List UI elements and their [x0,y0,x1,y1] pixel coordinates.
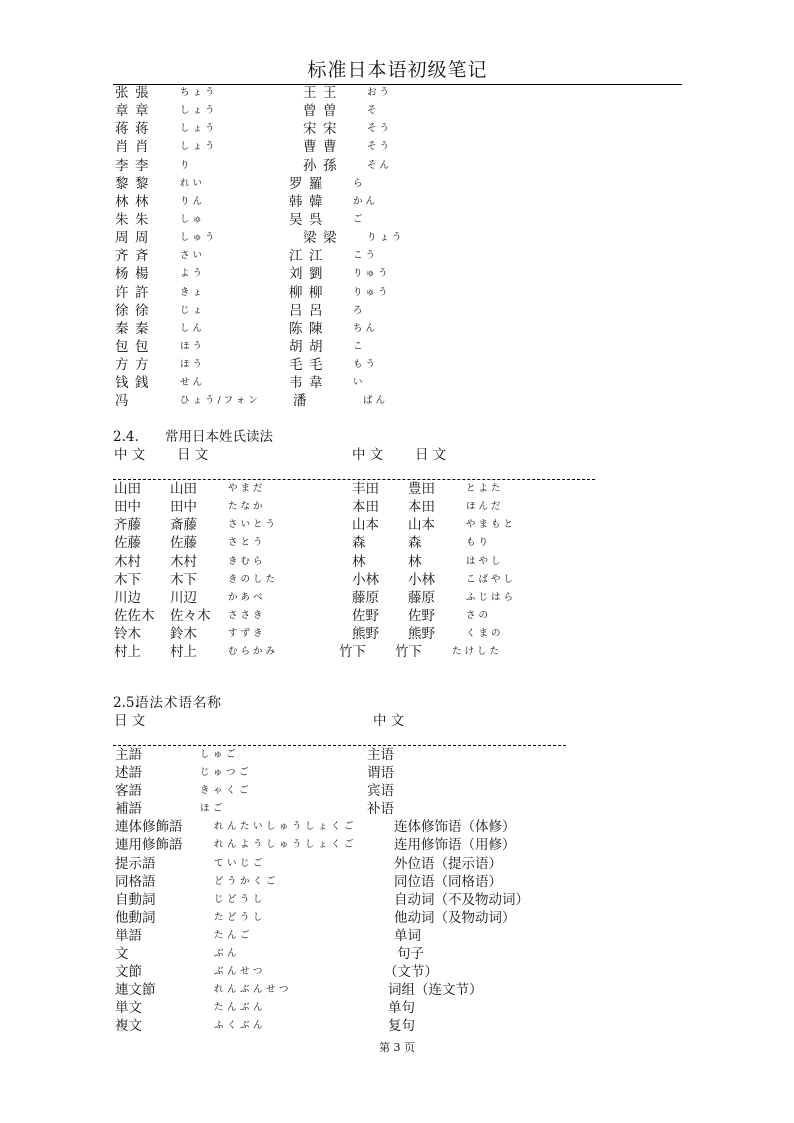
column-header-chinese: 中 文 [373,713,405,729]
right-surname-reading: りょう [367,232,405,244]
term-reading: しゅご [200,749,240,760]
term-chinese: 词组（连文节） [388,982,483,999]
left-cn-name: 山田 [114,481,141,497]
right-surname-reading: りゅう [353,286,391,298]
term-chinese: 同位语（同格语） [394,873,502,890]
left-cn-surname: 冯 [115,393,129,410]
right-name-reading: とよた [466,483,504,494]
right-cn-surname: 吴 [289,211,303,228]
table-row [0,589,794,607]
right-jp-surname: 曹 [323,139,337,156]
right-cn-name: 林 [352,553,366,570]
left-cn-name: 村上 [114,644,141,661]
table-row [0,1017,794,1035]
term-reading: ふくぶん [214,1020,267,1032]
table-row [0,800,794,818]
left-cn-surname: 肖 [115,139,129,156]
term-japanese: 連用修飾語 [115,837,183,854]
right-cn-surname: 王 [303,85,317,101]
right-name-reading: さの [466,609,492,621]
term-japanese: 文 [115,946,129,963]
right-jp-surname: 韓 [309,193,323,210]
left-name-reading: かあべ [228,591,266,603]
left-jp-surname: 方 [135,357,149,374]
right-surname-reading: そう [367,141,393,153]
term-japanese: 文節 [115,964,142,981]
term-chinese: 复句 [388,1018,415,1035]
term-reading: じどうし [214,893,267,905]
left-name-reading: きのした [228,573,279,585]
left-cn-surname: 朱 [115,211,129,228]
right-name-reading: やまもと [466,519,517,531]
left-cn-name: 铃木 [114,626,141,643]
right-cn-surname: 柳 [289,284,303,301]
right-cn-name: 山本 [352,517,379,534]
left-cn-surname: 张 [115,85,129,101]
table-row [0,571,794,589]
table-row [0,927,794,945]
surname-row [0,102,794,120]
right-jp-name: 竹下 [395,644,422,661]
right-cn-surname: 孙 [303,157,317,174]
left-name-reading: さいとう [228,519,279,531]
term-japanese: 連体修飾語 [115,819,183,836]
left-jp-name: 鈴木 [170,626,197,643]
right-cn-name: 丰田 [352,481,379,497]
right-surname-reading: かん [353,195,379,207]
left-cn-surname: 包 [115,338,129,355]
term-chinese: 自动词（不及物动词） [394,891,529,908]
table-row [0,607,794,625]
table-row [0,746,794,764]
surname-row [0,229,794,247]
surname-row [0,302,794,320]
left-cn-name: 川边 [114,589,141,606]
table-row [0,891,794,909]
table-row [0,516,794,534]
right-cn-name: 小林 [352,571,379,588]
table-row [0,643,794,661]
right-surname-reading: もう [353,359,379,371]
left-jp-surname: 楊 [135,266,149,283]
left-surname-reading: しん [180,322,206,334]
column-header-chinese: 中 文 [352,447,384,463]
right-cn-name: 佐野 [352,607,379,624]
right-cn-surname: 韩 [289,193,303,210]
right-jp-name: 豊田 [408,481,435,497]
left-surname-reading: しょう [180,141,218,153]
term-reading: ぶんせつ [214,966,267,978]
left-jp-name: 山田 [170,481,197,497]
left-jp-surname: 斉 [135,248,149,265]
term-japanese: 自動詞 [115,891,156,908]
surname-row [0,120,794,138]
section-number: 2.5. [113,695,139,711]
right-surname-reading: ら [353,177,366,189]
left-surname-reading: り [180,159,193,171]
term-chinese: （文节） [384,964,438,981]
section-title: 常用日本姓氏读法 [165,429,273,445]
right-cn-name: 藤原 [352,589,379,606]
term-reading: ていじご [214,857,267,869]
left-cn-surname: 章 [115,103,129,120]
left-jp-surname: 周 [135,230,149,247]
left-jp-surname: 張 [135,85,149,101]
table-row [0,836,794,854]
left-surname-reading: きょ [180,286,206,298]
column-header-japanese: 日 文 [114,713,146,729]
left-cn-surname: 许 [115,284,129,301]
surname-row [0,193,794,211]
family-name-table [0,480,794,661]
right-jp-surname: 宋 [323,121,337,138]
left-surname-reading: せん [180,377,206,389]
surname-row [0,247,794,265]
left-cn-surname: 林 [115,193,129,210]
left-cn-surname: 周 [115,230,129,247]
left-surname-reading: さい [180,250,206,262]
right-cn-name: 竹下 [339,644,366,661]
table-row [0,498,794,516]
left-cn-name: 田中 [114,499,141,516]
left-jp-name: 木村 [170,553,197,570]
right-jp-name: 森 [408,535,422,552]
surname-row [0,211,794,229]
term-chinese: 宾语 [367,783,394,800]
right-surname-reading: りゅう [353,268,391,280]
term-japanese: 複文 [115,1018,142,1035]
left-cn-surname: 秦 [115,320,129,337]
surname-row [0,138,794,156]
left-jp-surname: 黎 [135,175,149,192]
right-name-reading: こばやし [466,573,517,585]
left-surname-reading: しょう [180,123,218,135]
right-surname-reading: ちん [353,322,379,334]
right-surname-reading: そん [367,159,393,171]
term-japanese: 同格語 [115,873,156,890]
right-name-reading: くまの [466,628,504,640]
left-name-reading: すずき [228,628,266,640]
column-header-japanese: 日 文 [415,447,447,463]
table-row [0,553,794,571]
surname-row [0,175,794,193]
table-row [0,999,794,1017]
left-cn-surname: 钱 [115,375,129,392]
term-reading: たどうし [214,911,267,923]
right-jp-surname: 羅 [309,175,323,192]
left-cn-name: 佐佐木 [114,607,155,624]
right-jp-surname: 孫 [323,157,337,174]
left-cn-surname: 齐 [115,248,129,265]
right-jp-surname: 曽 [323,103,337,120]
right-cn-surname: 宋 [303,121,317,138]
left-surname-reading: ちょう [180,87,218,98]
left-name-reading: たなか [228,501,266,513]
right-cn-surname: 胡 [289,338,303,355]
left-jp-name: 佐々木 [170,607,211,624]
table-row [0,963,794,981]
right-jp-surname: 梁 [323,230,337,247]
left-cn-name: 佐藤 [114,535,141,552]
left-surname-reading: りん [180,195,206,207]
right-cn-surname: 潘 [293,393,307,410]
table-row [0,625,794,643]
left-name-reading: むらかみ [228,646,279,658]
right-jp-surname: 韋 [309,375,323,392]
page-title: 标准日本语初级笔记 [307,59,488,81]
table-row [0,782,794,800]
term-chinese: 句子 [397,946,424,963]
term-chinese: 主语 [367,747,394,763]
right-surname-reading: ろ [353,304,366,316]
right-jp-name: 小林 [408,571,435,588]
left-surname-reading: しゅう [180,232,218,244]
grammar-term-table [0,746,794,1036]
right-cn-surname: 刘 [289,266,303,283]
right-cn-surname: 吕 [289,302,303,319]
right-surname-reading: こ [353,340,366,352]
left-cn-name: 齐藤 [114,517,141,534]
table-row [0,480,794,498]
term-reading: じゅつご [200,767,253,779]
right-cn-surname: 韦 [289,375,303,392]
term-japanese: 客語 [115,783,142,800]
right-name-reading: たけした [452,646,503,658]
surname-row [0,338,794,356]
term-reading: ほご [200,803,227,815]
surname-row [0,265,794,283]
left-name-reading: さとう [228,537,266,549]
left-name-reading: きむら [228,555,266,567]
surname-list [0,84,794,411]
left-cn-surname: 李 [115,157,129,174]
left-surname-reading: ほう [180,340,206,352]
left-jp-name: 斎藤 [170,517,197,534]
left-jp-name: 木下 [170,571,197,588]
table-row [0,909,794,927]
term-chinese: 单词 [394,927,421,944]
left-jp-name: 村上 [170,644,197,661]
table-row [0,873,794,891]
left-jp-surname: 銭 [135,375,149,392]
right-cn-surname: 曾 [303,103,317,120]
term-chinese: 连体修饰语（体修） [394,819,516,836]
left-cn-surname: 徐 [115,302,129,319]
right-name-reading: もり [466,537,492,549]
right-surname-reading: おう [367,87,393,98]
term-chinese: 他动词（及物动词） [394,909,516,926]
section-number: 2.4. [113,429,139,445]
term-japanese: 補語 [115,801,142,818]
term-japanese: 単文 [115,1000,142,1017]
left-surname-reading: しゅ [180,213,206,225]
left-surname-reading: しょう [180,105,218,117]
left-cn-surname: 蒋 [115,121,129,138]
right-cn-surname: 陈 [289,320,303,337]
left-surname-reading: ひょう/フォン [180,395,261,407]
page-number: 第 3 页 [379,1041,415,1054]
right-jp-surname: 胡 [309,338,323,355]
term-japanese: 述語 [115,765,142,782]
right-surname-reading: そ [367,105,380,117]
left-jp-surname: 徐 [135,302,149,319]
left-cn-name: 木村 [114,553,141,570]
right-cn-surname: 罗 [289,175,303,192]
left-jp-surname: 蒋 [135,121,149,138]
term-reading: たんぶん [214,1002,267,1014]
right-cn-name: 本田 [352,499,379,516]
left-jp-surname: 章 [135,103,149,120]
right-jp-surname: 呉 [309,211,323,228]
right-surname-reading: こう [353,250,379,262]
right-jp-surname: 王 [323,85,337,101]
left-jp-name: 田中 [170,499,197,516]
right-cn-name: 熊野 [352,626,379,643]
table-row [0,818,794,836]
term-reading: れんたいしゅうしょくご [214,821,358,833]
right-jp-name: 佐野 [408,607,435,624]
right-cn-surname: 曹 [303,139,317,156]
left-jp-name: 佐藤 [170,535,197,552]
surname-row [0,320,794,338]
term-japanese: 連文節 [115,982,156,999]
right-surname-reading: そう [367,123,393,135]
term-japanese: 提示語 [115,855,156,872]
right-jp-name: 藤原 [408,589,435,606]
right-surname-reading: い [353,377,366,389]
left-jp-surname: 包 [135,338,149,355]
right-cn-surname: 毛 [289,357,303,374]
right-name-reading: ふじはら [466,591,517,603]
left-jp-surname: 秦 [135,320,149,337]
table-row [0,981,794,999]
right-jp-surname: 柳 [309,284,323,301]
left-jp-surname: 朱 [135,211,149,228]
right-name-reading: はやし [466,555,504,567]
term-chinese: 谓语 [367,765,394,782]
term-reading: ぶん [214,948,241,960]
left-cn-surname: 方 [115,357,129,374]
right-name-reading: ほんだ [466,501,504,513]
right-jp-name: 熊野 [408,626,435,643]
term-reading: れんぶんせつ [214,984,293,996]
section-title: 语法术语名称 [135,695,222,711]
left-jp-name: 川辺 [170,589,197,606]
right-cn-name: 森 [352,535,366,552]
term-chinese: 连用修饰语（用修） [394,837,516,854]
column-header-chinese: 中 文 [114,447,146,463]
term-japanese: 主語 [115,747,142,763]
term-japanese: 単語 [115,927,142,944]
term-chinese: 外位语（提示语） [394,855,502,872]
surname-row [0,374,794,392]
left-surname-reading: よう [180,268,206,280]
right-cn-surname: 江 [289,248,303,265]
left-jp-surname: 林 [135,193,149,210]
term-reading: どうかくご [214,875,280,887]
surname-row [0,84,794,102]
right-surname-reading: ご [353,213,366,225]
left-name-reading: ささき [228,609,266,621]
term-reading: きゃくご [200,785,253,797]
term-chinese: 补语 [367,801,394,818]
table-row [0,855,794,873]
right-jp-surname: 陳 [309,320,323,337]
surname-row [0,157,794,175]
right-jp-surname: 呂 [309,302,323,319]
left-cn-surname: 杨 [115,266,129,283]
term-japanese: 他動詞 [115,909,156,926]
surname-row [0,356,794,374]
right-jp-name: 林 [408,553,422,570]
left-surname-reading: じょ [180,304,206,316]
right-cn-surname: 梁 [303,230,317,247]
right-jp-name: 本田 [408,499,435,516]
right-jp-surname: 江 [309,248,323,265]
left-jp-surname: 李 [135,157,149,174]
left-cn-name: 木下 [114,571,141,588]
left-jp-surname: 肖 [135,139,149,156]
term-reading: れんようしゅうしょくご [214,839,358,851]
left-surname-reading: れい [180,177,206,189]
table-row [0,945,794,963]
column-header-japanese: 日 文 [177,447,209,463]
left-surname-reading: ほう [180,359,206,371]
left-cn-surname: 黎 [115,175,129,192]
right-surname-reading: ぱん [363,395,389,407]
surname-row [0,392,794,410]
term-reading: たんご [214,929,254,941]
left-jp-surname: 許 [135,284,149,301]
term-chinese: 单句 [388,1000,415,1017]
table-row [0,534,794,552]
surname-row [0,284,794,302]
right-jp-surname: 劉 [309,266,323,283]
table-row [0,764,794,782]
right-jp-surname: 毛 [309,357,323,374]
right-jp-name: 山本 [408,517,435,534]
left-name-reading: やまだ [228,483,266,494]
